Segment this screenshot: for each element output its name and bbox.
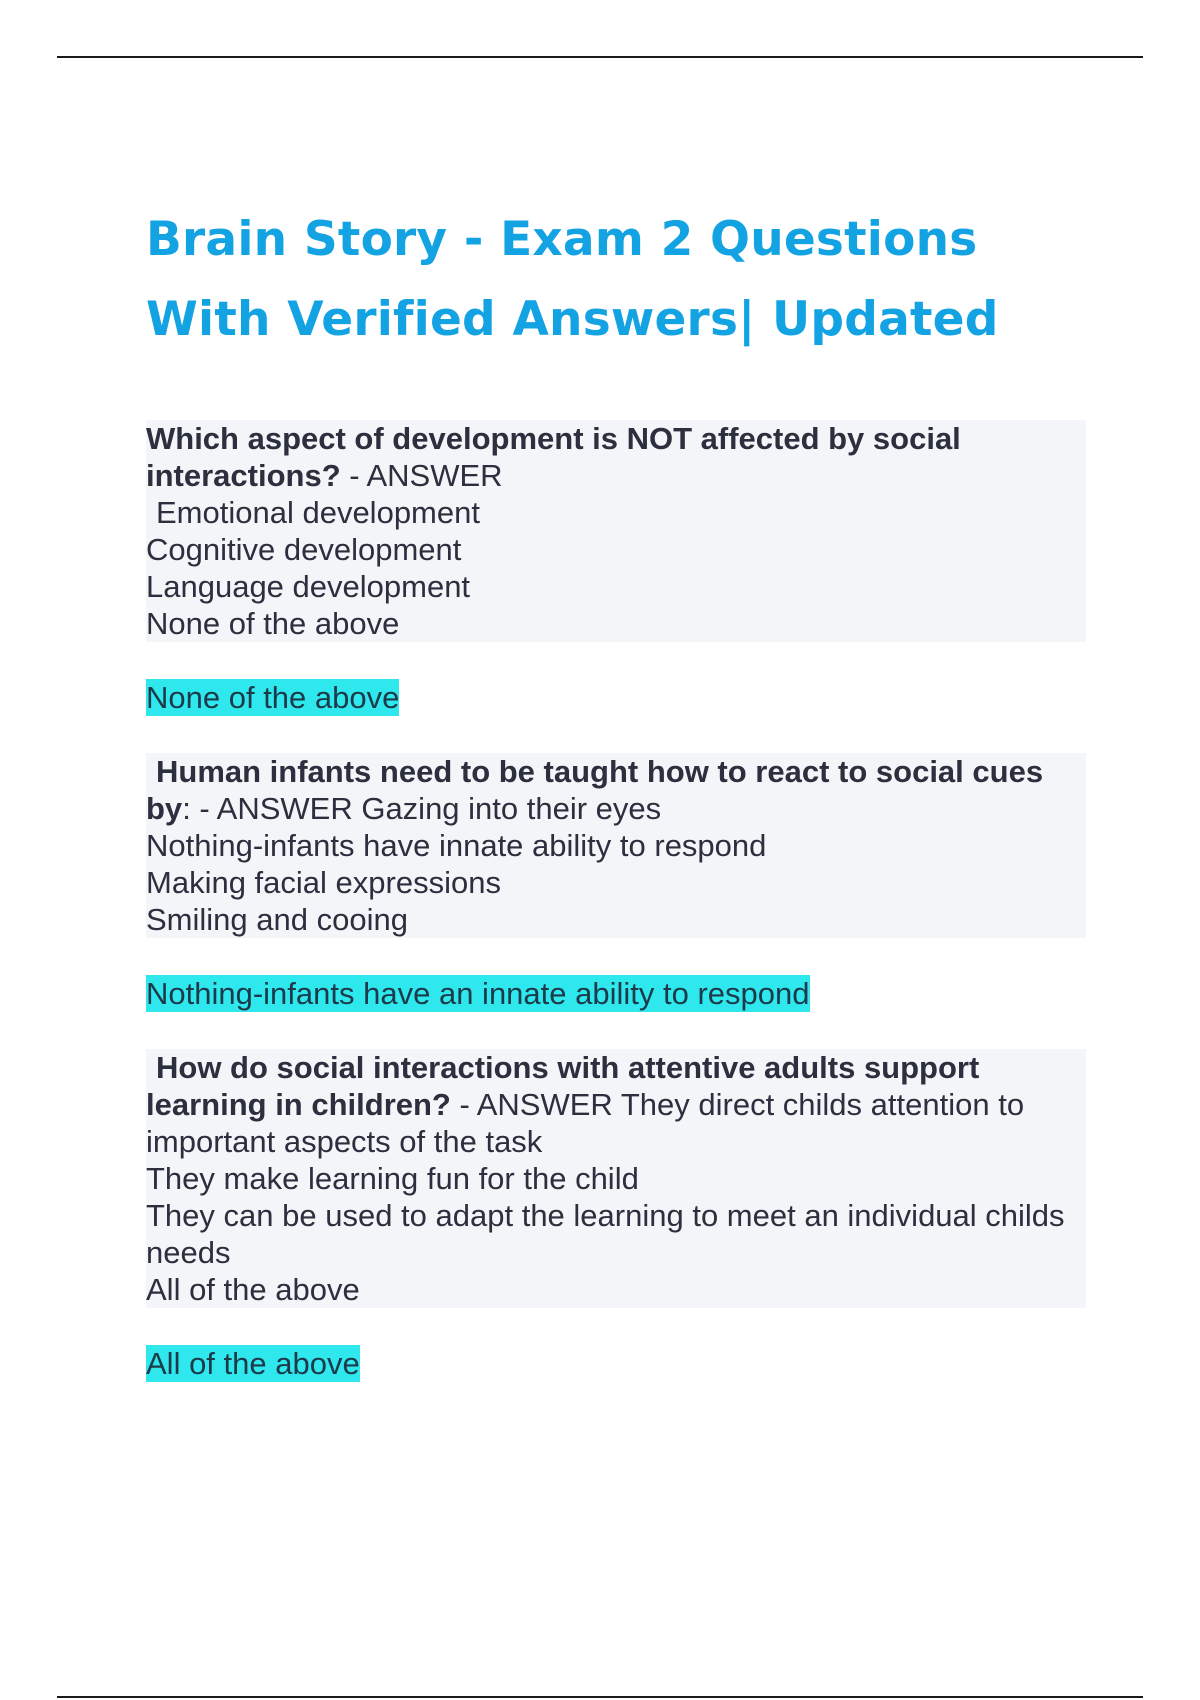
question-2-prompt: Human infants need to be taught how to react to social cues by: [146, 754, 1044, 826]
option-item: All of the above: [146, 1272, 360, 1307]
option-item: Gazing into their eyes: [361, 791, 662, 826]
question-block-1: [146, 420, 1086, 716]
option-item: They make learning fun for the child: [146, 1161, 639, 1196]
document-title: [146, 200, 1086, 360]
question-block-3: [146, 1049, 1086, 1382]
top-rule: [57, 56, 1143, 58]
title-line-2: With Verified Answers| Updated: [146, 292, 999, 347]
question-1-text-block: [146, 420, 1086, 642]
option-item: None of the above: [146, 606, 400, 641]
answer-marker: : - ANSWER: [182, 791, 353, 826]
option-item: Making facial expressions: [146, 865, 501, 900]
answer-marker: - ANSWER: [450, 1087, 613, 1122]
option-item: Emotional development: [156, 495, 480, 530]
option-item: Cognitive development: [146, 532, 462, 567]
answer-marker: - ANSWER: [340, 458, 503, 493]
question-3-text-block: [146, 1049, 1086, 1308]
option-item: Language development: [146, 569, 471, 604]
highlighted-answer-1: None of the above: [146, 680, 400, 715]
question-1-prompt: Which aspect of development is NOT affected by social interactions?: [146, 421, 961, 493]
option-item: They can be used to adapt the learning to meet an individual childs needs: [146, 1198, 1065, 1270]
question-2-text-block: [146, 753, 1086, 938]
option-item: They direct childs attention to important aspects of the task: [146, 1087, 1025, 1159]
document-body: [146, 200, 1086, 1382]
question-3-prompt: How do social interactions with attentive adults support learning in children?: [146, 1050, 980, 1122]
highlighted-answer-2: Nothing-infants have an innate ability to respond: [146, 976, 810, 1011]
option-item: Smiling and cooing: [146, 902, 408, 937]
title-line-1: Brain Story - Exam 2 Questions: [146, 212, 978, 267]
option-item: Nothing-infants have innate ability to respond: [146, 828, 767, 863]
question-block-2: [146, 753, 1086, 1012]
bottom-rule: [57, 1696, 1143, 1698]
highlighted-answer-3: All of the above: [146, 1346, 360, 1381]
